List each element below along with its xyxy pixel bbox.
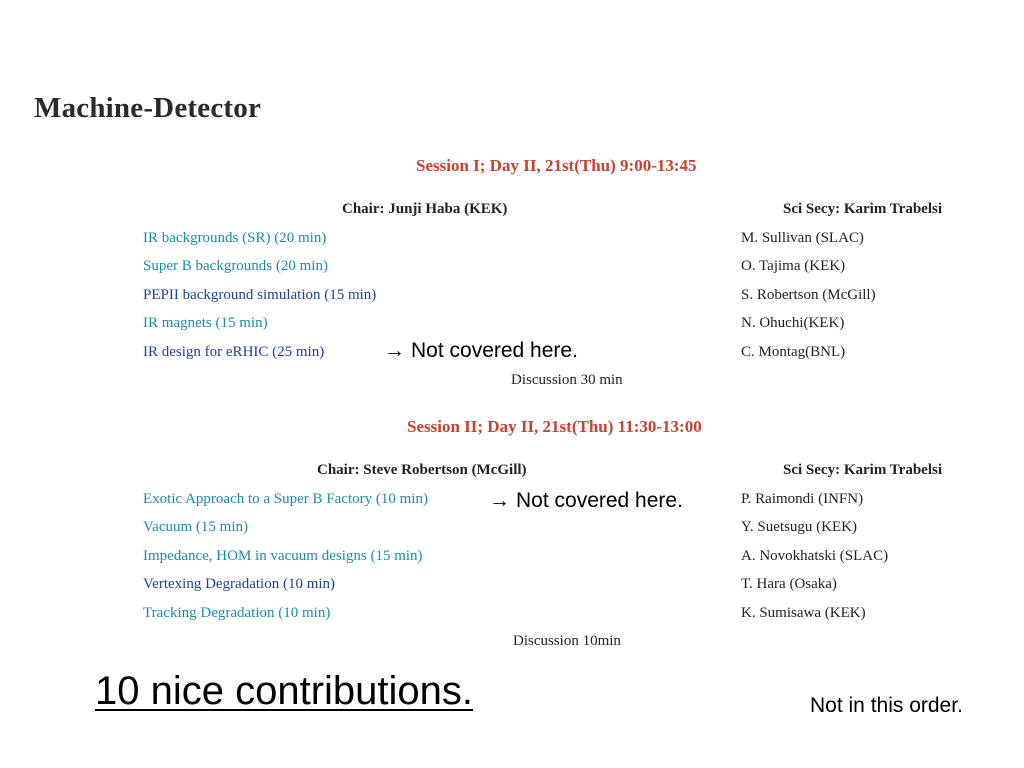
- page-title: Machine-Detector: [34, 92, 262, 124]
- session-2-talk: Vacuum (15 min): [143, 519, 248, 535]
- session-1-title: Session I; Day II, 21st(Thu) 9:00-13:45: [416, 156, 697, 175]
- session-1-chair: Chair: Junji Haba (KEK): [342, 201, 508, 217]
- session-1-speaker: M. Sullivan (SLAC): [741, 230, 864, 246]
- session-1-note: [384, 339, 578, 363]
- session-2-note: [489, 489, 683, 513]
- session-2-chair: Chair: Steve Robertson (McGill): [317, 462, 527, 478]
- session-2-speaker: T. Hara (Osaka): [741, 576, 837, 592]
- session-1-speaker: N. Ohuchi(KEK): [741, 315, 845, 331]
- session-2-speaker: A. Novokhatski (SLAC): [741, 548, 889, 564]
- session-1-note-text: Not covered here.: [411, 339, 578, 362]
- session-2-title: Session II; Day II, 21st(Thu) 11:30-13:00: [407, 417, 702, 436]
- order-note: Not in this order.: [810, 694, 963, 717]
- session-2-talk: Impedance, HOM in vacuum designs (15 min): [143, 548, 423, 564]
- session-2-talk: Tracking Degradation (10 min): [143, 605, 331, 621]
- session-2-talk: Vertexing Degradation (10 min): [143, 576, 336, 592]
- session-1-talk: IR design for eRHIC (25 min): [143, 344, 325, 360]
- session-2-speaker: Y. Suetsugu (KEK): [741, 519, 857, 535]
- session-1-talk: IR magnets (15 min): [143, 315, 268, 331]
- session-2-talk: Exotic Approach to a Super B Factory (10 min): [143, 491, 428, 507]
- session-1-speaker: O. Tajima (KEK): [741, 258, 846, 274]
- session-2-discussion: Discussion 10min: [513, 633, 621, 649]
- session-1-talk: IR backgrounds (SR) (20 min): [143, 230, 327, 246]
- arrow-right-icon: →: [384, 339, 405, 362]
- session-2-secy: Sci Secy: Karim Trabelsi: [783, 462, 943, 478]
- arrow-right-icon: →: [489, 489, 510, 512]
- session-1-talk: Super B backgrounds (20 min): [143, 258, 328, 274]
- session-2-speaker: P. Raimondi (INFN): [741, 491, 864, 507]
- session-1-talk: PEPII background simulation (15 min): [143, 287, 377, 303]
- session-1-speaker: S. Robertson (McGill): [741, 287, 876, 303]
- summary-text: 10 nice contributions.: [95, 669, 474, 713]
- session-2-speaker: K. Sumisawa (KEK): [741, 605, 866, 621]
- session-1-secy: Sci Secy: Karim Trabelsi: [783, 201, 943, 217]
- session-2-note-text: Not covered here.: [516, 489, 683, 512]
- session-1-speaker: C. Montag(BNL): [741, 344, 846, 360]
- session-1-discussion: Discussion 30 min: [511, 372, 623, 388]
